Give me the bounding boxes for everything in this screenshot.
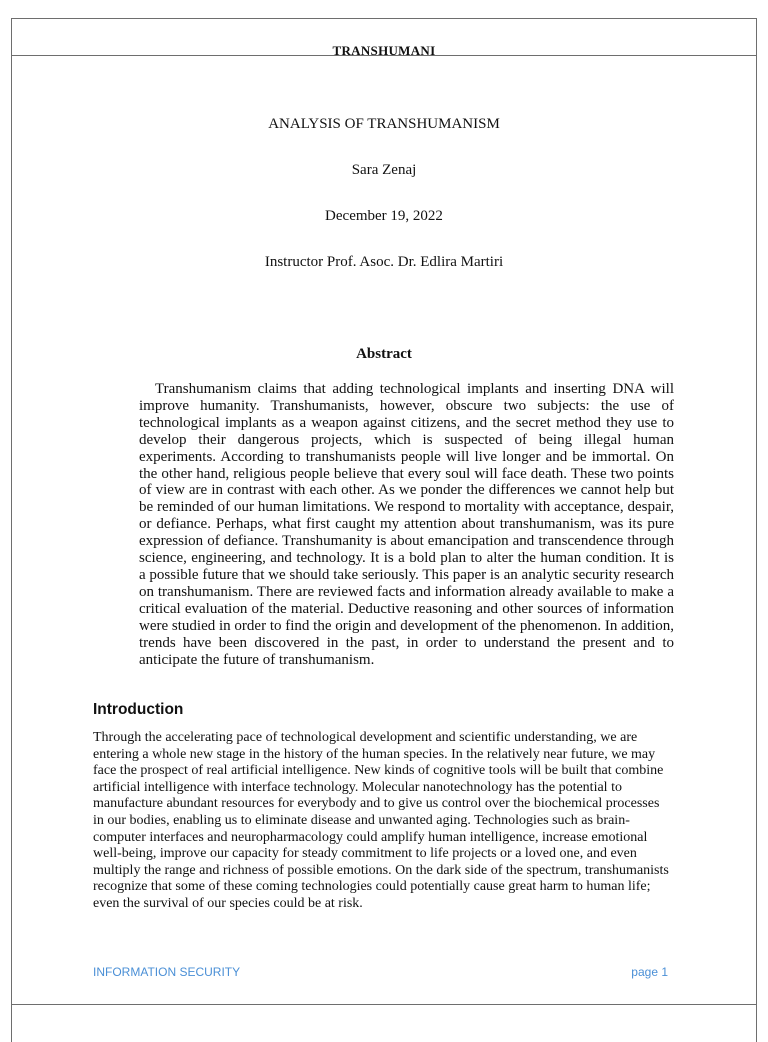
page-break-divider	[11, 1004, 757, 1005]
running-head: TRANSHUMANI	[332, 43, 436, 56]
abstract-body: Transhumanism claims that adding technological implants and inserting DNA will improve humanity. Transhumanists, however, obscure two subjects: the use of technological implants as a weapon against citizens, and the secret method they use to develop their dangerous projects, which is suspected of being illegal human experiments. According to transhumanists people will live longer and be immortal. On the other hand, religious people believe that every soul will face death. These two points of view are in contrast with each other. As we ponder the differences we cannot help but be reminded of our human limitations. We respond to mortality with acceptance, despair, or defiance. Perhaps, what first caught my attention about transhumanism, was its pure expression of defiance. Transhumanity is about emancipation and transcendence through science, engineering, and technology. It is a bold plan to alter the human condition. It is a possible future that we should take seriously. This paper is an analytic security research on transhumanism. There are reviewed facts and information already available to make a critical evaluation of the material. Deductive reasoning and other sources of information were studied in order to find the origin and development of the phenomenon. In addition, trends have been discovered in the past, in order to understand the present and to anticipate the future of transhumanism.	[139, 381, 674, 668]
footer-page-number: page 1	[631, 965, 668, 979]
author-name: Sara Zenaj	[351, 162, 417, 178]
footer-course-label: INFORMATION SECURITY	[93, 965, 241, 979]
abstract-heading: Abstract	[356, 346, 412, 362]
introduction-body: Through the accelerating pace of technological development and scientific understanding, we are entering a whole new stage in the history of the human species. In the relatively near future, we may face the prospect of real artificial intelligence. New kinds of cognitive tools will be built that combine artificial intelligence with interface technology. Molecular nanotechnology has the potential to manufacture abundant resources for everybody and to give us control over the biochemical processes in our bodies, enabling us to eliminate disease and unwanted aging. Technologies such as brain-computer interfaces and neuropharmacology could amplify human intelligence, increase emotional well-being, improve our capacity for steady commitment to life projects or a loved one, and even multiply the range and richness of possible emotions. On the dark side of the spectrum, transhumanists recognize that some of these coming technologies could potentially cause great harm to human life; even the survival of our species could be at risk.	[93, 730, 669, 911]
instructor-line: Instructor Prof. Asoc. Dr. Edlira Martiri	[264, 254, 504, 270]
introduction-heading: Introduction	[93, 701, 184, 718]
paper-title: ANALYSIS OF TRANSHUMANISM	[268, 116, 500, 132]
paper-date: December 19, 2022	[325, 208, 443, 224]
